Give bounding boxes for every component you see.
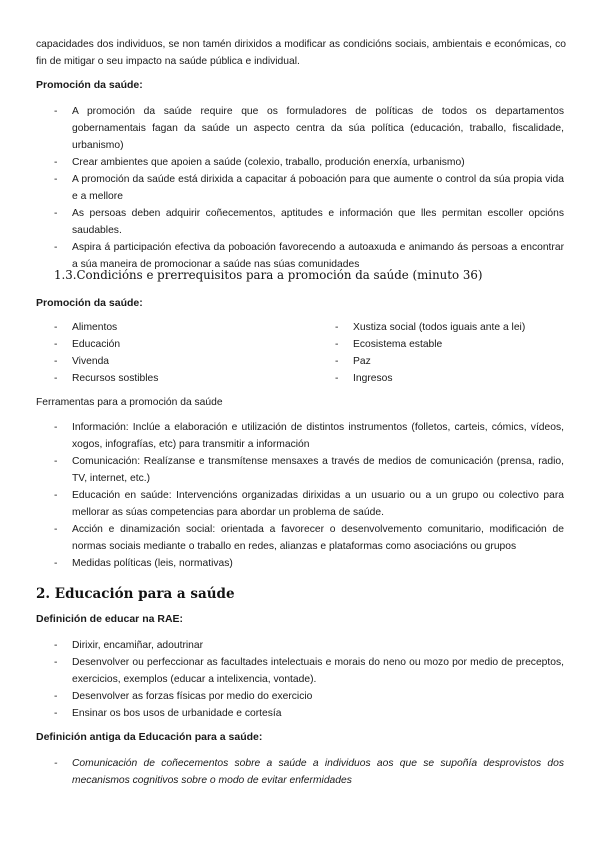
list-item: - Educación en saúde: Intervencións organizadas dirixidas a un usuario ou a un grupo ou colectivo para mellorar as súas competencias para abordar un problema de saúde.	[54, 487, 564, 521]
prerreq-right-list	[335, 319, 564, 387]
list-item: - Medidas políticas (leis, normativas)	[54, 555, 564, 572]
list-item: - Ensinar os bos usos de urbanidade e cortesía	[54, 705, 564, 722]
promocion-list	[54, 103, 564, 273]
list-item: - Información: Inclúe a elaboración e utilización de distintos instrumentos (folletos, carteis, cómics, vídeos, xogos, infografías, etc) para transmitir a información	[54, 419, 564, 453]
prerreq-left-list	[54, 319, 335, 387]
list-item: - Aspira á participación efectiva da poboación favorecendo a autoaxuda e animando ás persoas a encontrar a súa maneira de promocionar a saúde nas súas comunidades	[54, 239, 564, 273]
list-item: - Ecosistema estable	[335, 336, 564, 353]
list-item: - Dirixir, encamiñar, adoutrinar	[54, 637, 564, 654]
list-item: - Crear ambientes que apoien a saúde (colexio, traballo, produción enerxía, urbanismo)	[54, 154, 564, 171]
prerreq-heading: Promoción da saúde:	[36, 297, 143, 309]
ferramentas-heading: Ferramentas para a promoción da saúde	[36, 397, 223, 408]
prerreq-columns	[54, 319, 564, 387]
list-item: - Desenvolver ou perfeccionar as facultades intelectuais e morais do neno ou mozo por medio de preceptos, exercicios, exemplos (educar a intelixencia, vontade).	[54, 654, 564, 688]
list-item: - Comunicación: Realízanse e transmítense mensaxes a través de medios de comunicación (prensa, radio, TV, internet, etc.)	[54, 453, 564, 487]
section-heading: 2. Educación para a saúde	[36, 586, 235, 602]
subsection-heading: 1.3.Condicións e prerrequisitos para a promoción da saúde (minuto 36)	[54, 268, 483, 282]
list-item: - Ingresos	[335, 370, 564, 387]
list-item: - A promoción da saúde require que os formuladores de políticas de todos os departamentos gobernamentais fagan da saúde un aspecto centra da súa política (educación, traballo, fiscalidade, urbanismo)	[54, 103, 564, 154]
list-item: - Acción e dinamización social: orientada a favorecer o desenvolvemento comunitario, modificación de normas sociais mediante o traballo en redes, alianzas e plataformas como asociacións ou grupos	[54, 521, 564, 555]
promocion-heading: Promoción da saúde:	[36, 79, 143, 91]
list-item: - A promoción da saúde está dirixida a capacitar á poboación para que aumente o control da súa propia vida e a mellore	[54, 171, 564, 205]
list-item: - Desenvolver as forzas físicas por medio do exercicio	[54, 688, 564, 705]
list-item: - As persoas deben adquirir coñecementos, aptitudes e información que lles permitan escoller opcións saudables.	[54, 205, 564, 239]
intro-paragraph: capacidades dos individuos, se non tamén dirixidos a modificar as condicións sociais, ambientais e económicas, co fin de mitigar o seu impacto na saúde pública e individual.	[36, 39, 566, 67]
list-item: - Vivenda	[54, 353, 335, 370]
ferramentas-list	[54, 419, 564, 572]
list-item: - Alimentos	[54, 319, 335, 336]
list-item: - Educación	[54, 336, 335, 353]
rae-heading: Definición de educar na RAE:	[36, 613, 184, 625]
list-item: - Comunicación de coñecementos sobre a saúde a individuos aos que se supoñía desprovistos dos mecanismos cognitivos sobre o modo de evitar enfermidades	[54, 755, 564, 789]
list-item: - Xustiza social (todos iguais ante a lei)	[335, 319, 564, 336]
rae-list	[54, 637, 564, 722]
antiga-list	[54, 755, 564, 789]
list-item: - Paz	[335, 353, 564, 370]
list-item: - Recursos sostibles	[54, 370, 335, 387]
antiga-heading: Definición antiga da Educación para a saúde:	[36, 731, 263, 743]
